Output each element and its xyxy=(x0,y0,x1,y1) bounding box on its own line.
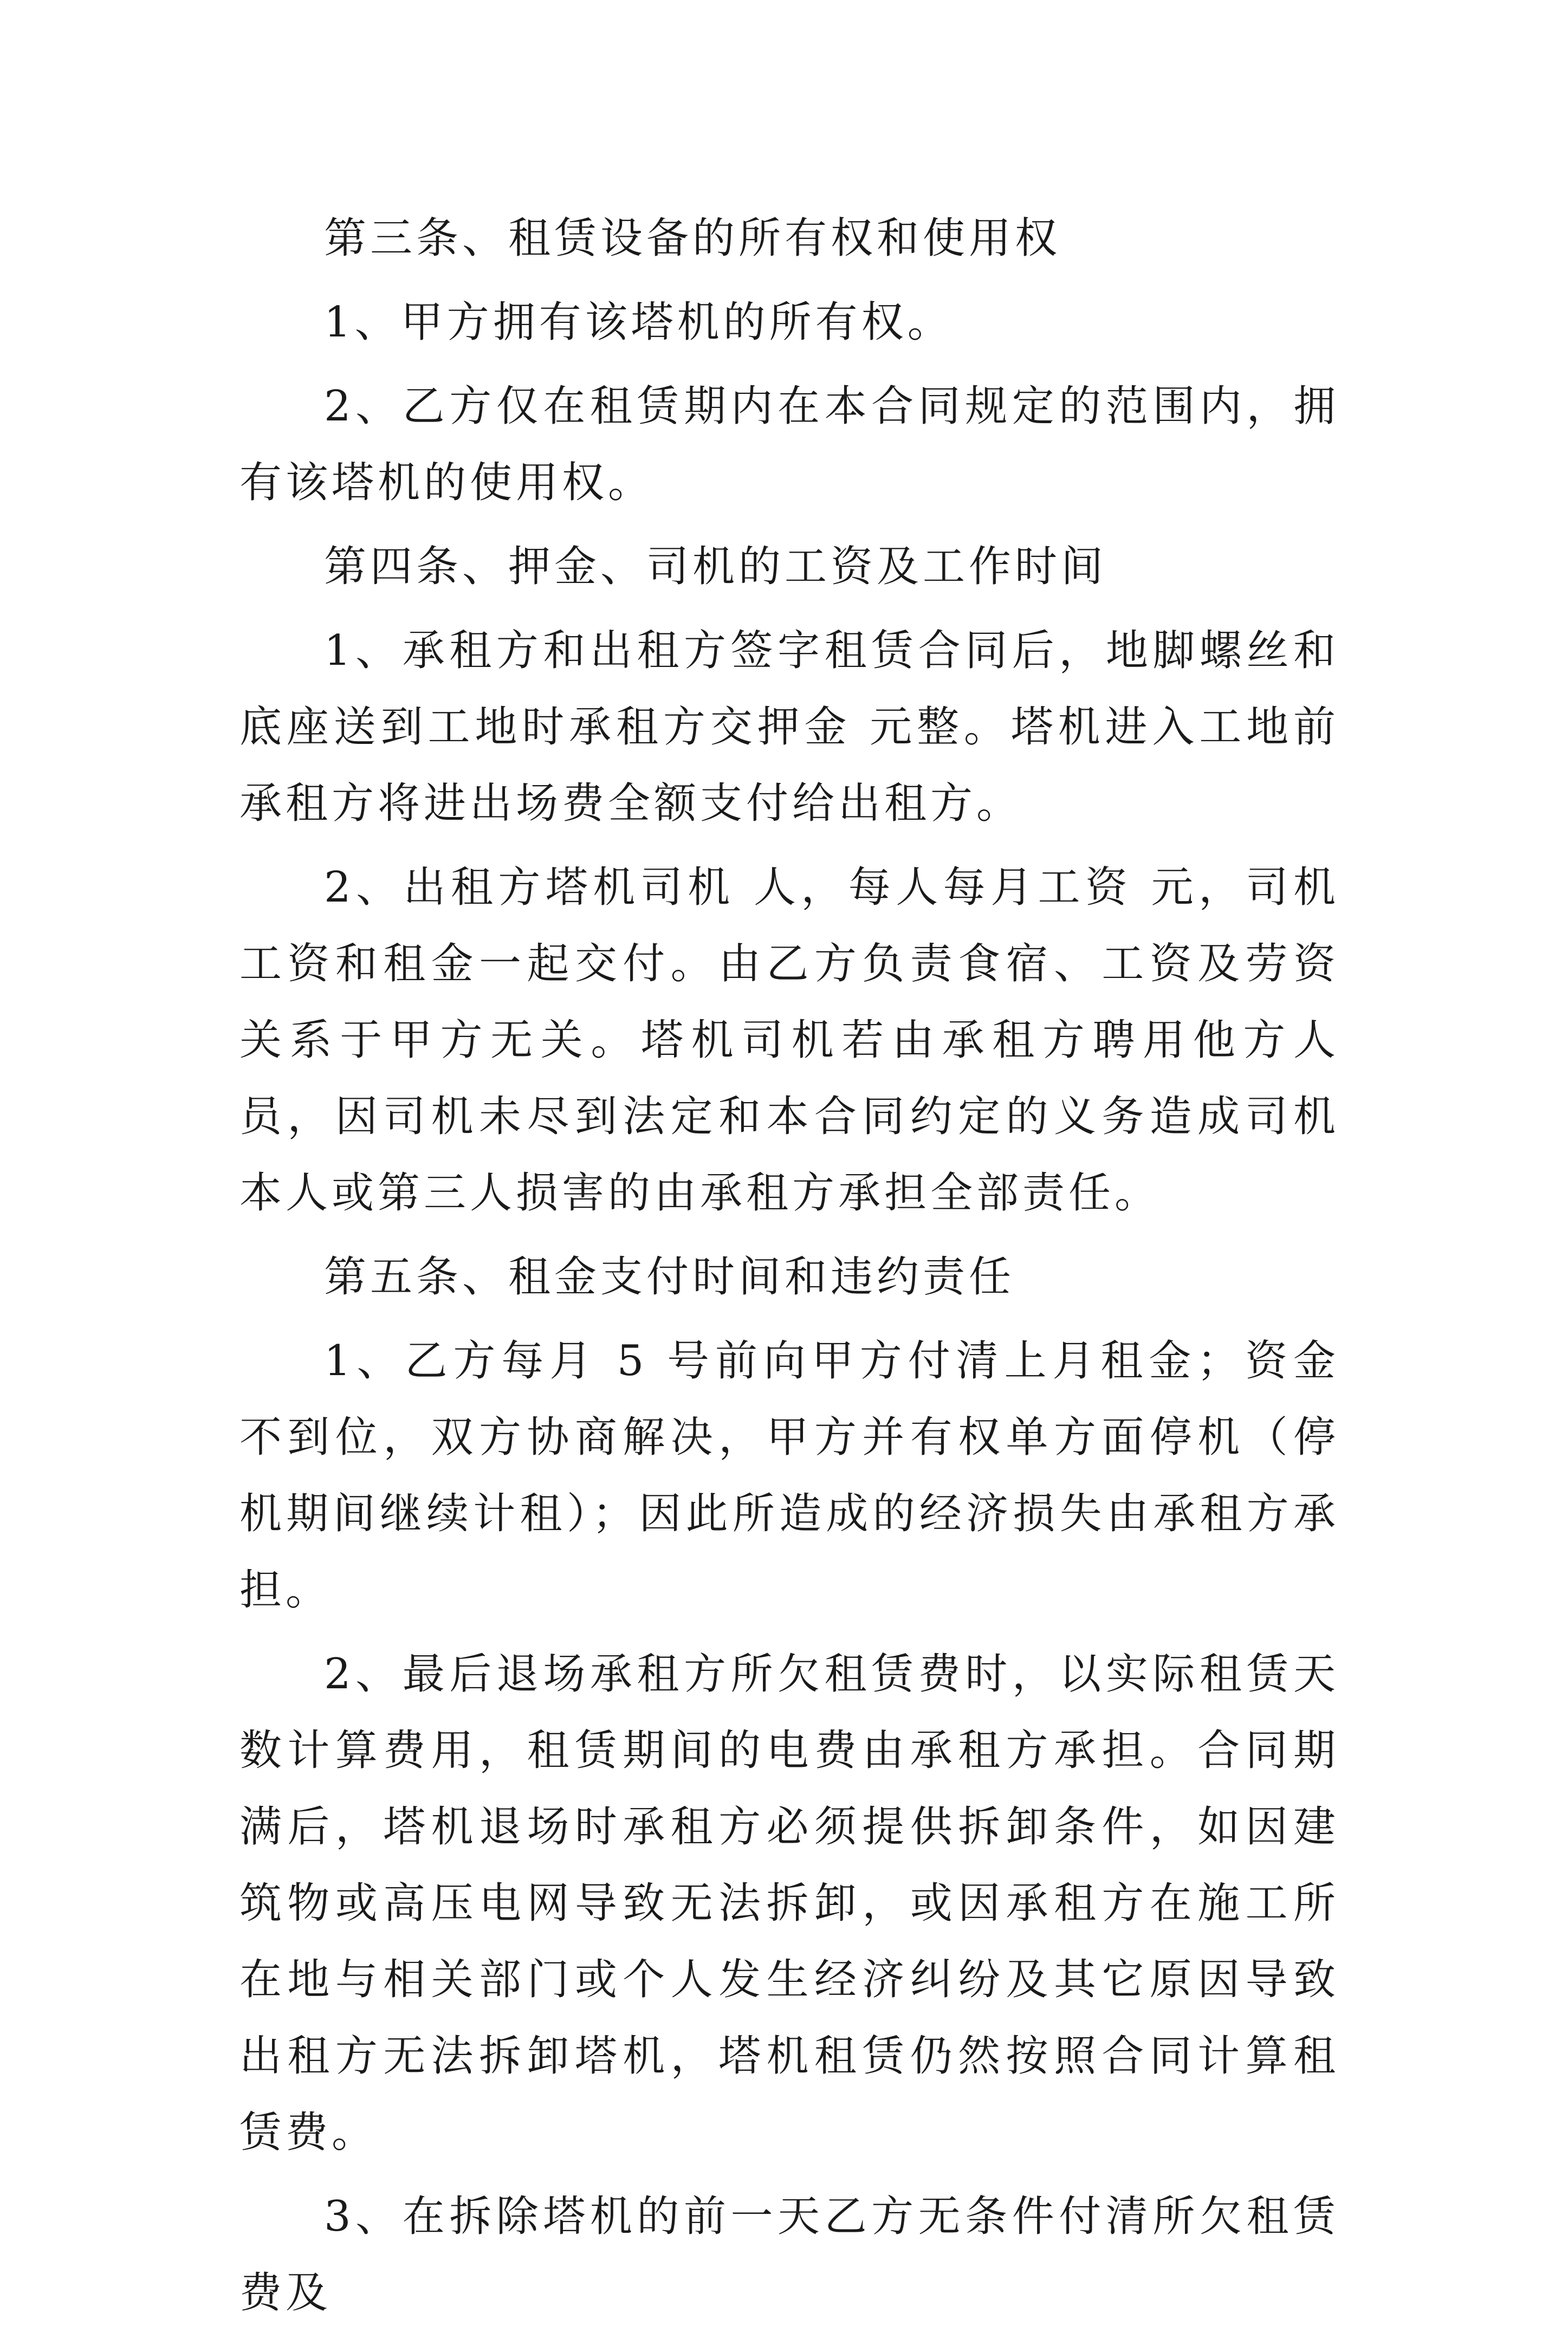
article-4-heading: 第四条、押金、司机的工资及工作时间 xyxy=(324,542,1107,591)
article-3-clause-2: 2、乙方仅在租赁期内在本合同规定的范围内，拥有该塔机的使用权。 xyxy=(239,382,1339,507)
document-body xyxy=(239,200,1339,2339)
article-5-clause-1: 1、乙方每月 5 号前向甲方付清上月租金；资金不到位，双方协商解决，甲方并有权单方面停机（停机期间继续计租）；因此所造成的经济损失由承租方承担。 xyxy=(239,1337,1339,1615)
article-5-heading: 第五条、租金支付时间和违约责任 xyxy=(324,1253,1015,1301)
article-3-heading: 第三条、租赁设备的所有权和使用权 xyxy=(324,214,1061,263)
article-5-clause-2: 2、最后退场承租方所欠租赁费时，以实际租赁天数计算费用，租赁期间的电费由承租方承担。合同期满后，塔机退场时承租方必须提供拆卸条件，如因建筑物或高压电网导致无法拆卸，或因承租方在施工所在地与相关部门或个人发生经济纠纷及其它原因导致出租方无法拆卸塔机，塔机租赁仍然按照合同计算租赁费。 xyxy=(239,1650,1339,2157)
article-3-clause-1: 1、甲方拥有该塔机的所有权。 xyxy=(324,298,954,347)
article-5-clause-3: 3、在拆除塔机的前一天乙方无条件付清所欠租赁费及 xyxy=(239,2192,1339,2317)
article-4-clause-2: 2、出租方塔机司机 人，每人每月工资 元，司机工资和租金一起交付。由乙方负责食宿、工资及劳资关系于甲方无关。塔机司机若由承租方聘用他方人员，因司机未尽到法定和本合同约定的义务造成司机本人或第三人损害的由承租方承担全部责任。 xyxy=(239,863,1339,1217)
article-4-clause-1: 1、承租方和出租方签字租赁合同后，地脚螺丝和底座送到工地时承租方交押金 元整。塔机进入工地前承租方将进出场费全额支付给出租方。 xyxy=(239,626,1339,828)
